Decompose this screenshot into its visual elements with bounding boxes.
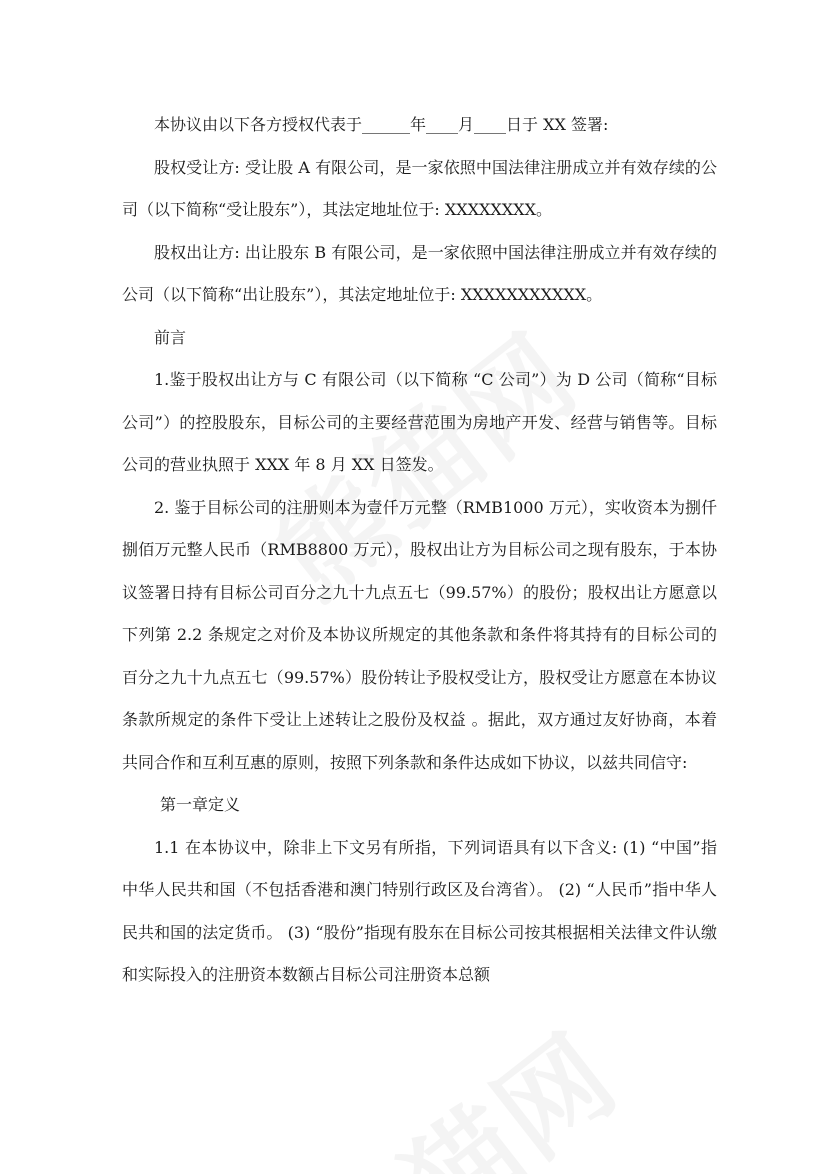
transferee-paragraph: 股权受让方: 受让股 A 有限公司，是一家依照中国法律注册成立并有效存续的公司（以下简称“受让股东”），其法定地址位于: XXXXXXXX。 bbox=[122, 157, 717, 219]
intro-paragraph: 本协议由以下各方授权代表于______年____月____日于 XX 签署: bbox=[154, 115, 609, 134]
clause-1-1-paragraph: 1.1 在本协议中，除非上下文另有所指，下列词语具有以下含义: (1) “中国”指中华人民共和国（不包括香港和澳门特别行政区及台湾省）。 (2) “人民币”指中华人民共和国的法定货币。 (3) “股份”指现有股东在目标公司按其根据相关法律文件认缴和实际投入的注册资本数额占目标公司注册资本总额 bbox=[122, 837, 717, 984]
preface-paragraph-2: 2. 鉴于目标公司的注册则本为壹仟万元整（RMB1000 万元），实收资本为捌仟捌佰万元整人民币（RMB8800 万元），股权出让方为目标公司之现有股东，于本协议签署日持有目标公司百分之九十九点五七（99.57%）的股份；股权出让方愿意以下列第 2.2 条规定之对价及本协议所规定的其他条款和条件将其持有的目标公司的百分之九十九点五七（99.57%）股份转让予股权受让方，股权受让方愿意在本协议条款所规定的条件下受让上述转让之股份及权益 。据此，双方通过友好协商，本着共同合作和互利互惠的原则，按照下列条款和条件达成如下协议，以兹共同信守: bbox=[122, 497, 717, 772]
preface-paragraph-1: 1.鉴于股权出让方与 C 有限公司（以下简称 “C 公司”）为 D 公司（简称“目标公司”）的控股股东，目标公司的主要经营范围为房地产开发、经营与销售等。目标公司的营业执照于 XXX 年 8 月 XX 日签发。 bbox=[122, 370, 717, 474]
preface-heading: 前言 bbox=[154, 327, 187, 347]
document-body bbox=[122, 104, 717, 997]
watermark bbox=[278, 991, 645, 1174]
chapter-heading: 第一章定义 bbox=[160, 795, 241, 814]
transferor-paragraph: 股权出让方: 出让股东 B 有限公司，是一家依照中国法律注册成立并有效存续的公司（以下简称“出让股东”），其法定地址位于: XXXXXXXXXXX。 bbox=[122, 242, 717, 304]
